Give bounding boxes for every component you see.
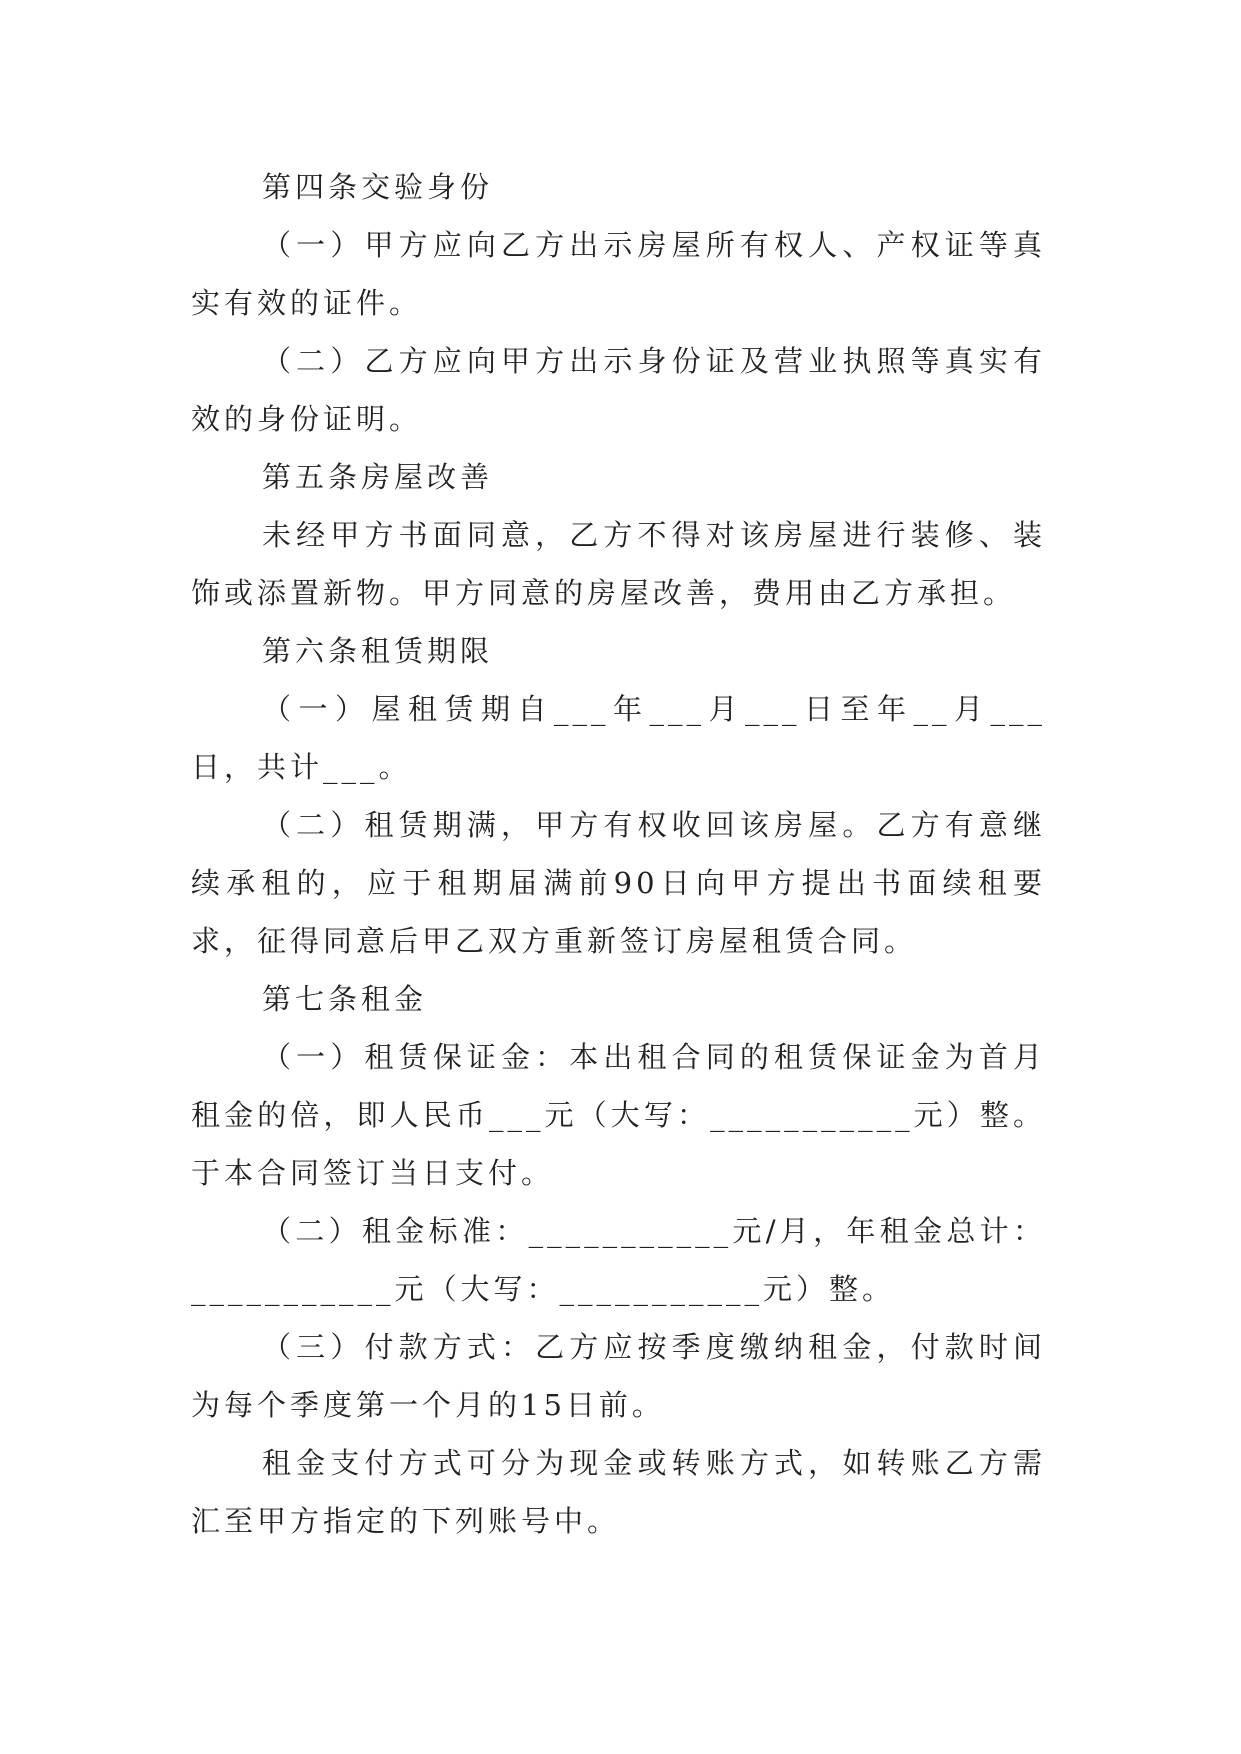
paragraph: 租金支付方式可分为现金或转账方式，如转账乙方需汇至甲方指定的下列账号中。	[191, 1446, 1046, 1538]
paragraph: （一）租赁保证金：本出租合同的租赁保证金为首月租金的倍，即人民币___元（大写：___________元）整。于本合同签订当日支付。	[191, 1040, 1046, 1190]
section-heading-6: 第六条租赁期限	[262, 634, 494, 668]
paragraph: （二）租赁期满，甲方有权收回该房屋。乙方有意继续承租的，应于租期届满前90日向甲方提出书面续租要求，征得同意后甲乙双方重新签订房屋租赁合同。	[191, 808, 1046, 958]
paragraph: （一）甲方应向乙方出示房屋所有权人、产权证等真实有效的证件。	[191, 228, 1046, 320]
paragraph: （二）租金标准：___________元/月，年租金总计：___________元（大写：___________元）整。	[191, 1214, 1046, 1306]
document-body	[191, 158, 1046, 1550]
paragraph: 未经甲方书面同意，乙方不得对该房屋进行装修、装饰或添置新物。甲方同意的房屋改善，费用由乙方承担。	[191, 518, 1046, 610]
section-heading-7: 第七条租金	[262, 982, 428, 1016]
section-heading-4: 第四条交验身份	[262, 170, 494, 204]
section-heading-5: 第五条房屋改善	[262, 460, 494, 494]
paragraph: （三）付款方式：乙方应按季度缴纳租金，付款时间为每个季度第一个月的15日前。	[191, 1330, 1046, 1422]
paragraph: （二）乙方应向甲方出示身份证及营业执照等真实有效的身份证明。	[191, 344, 1046, 436]
paragraph: （一）屋租赁期自___年___月___日至年__月___日，共计___。	[191, 692, 1046, 784]
